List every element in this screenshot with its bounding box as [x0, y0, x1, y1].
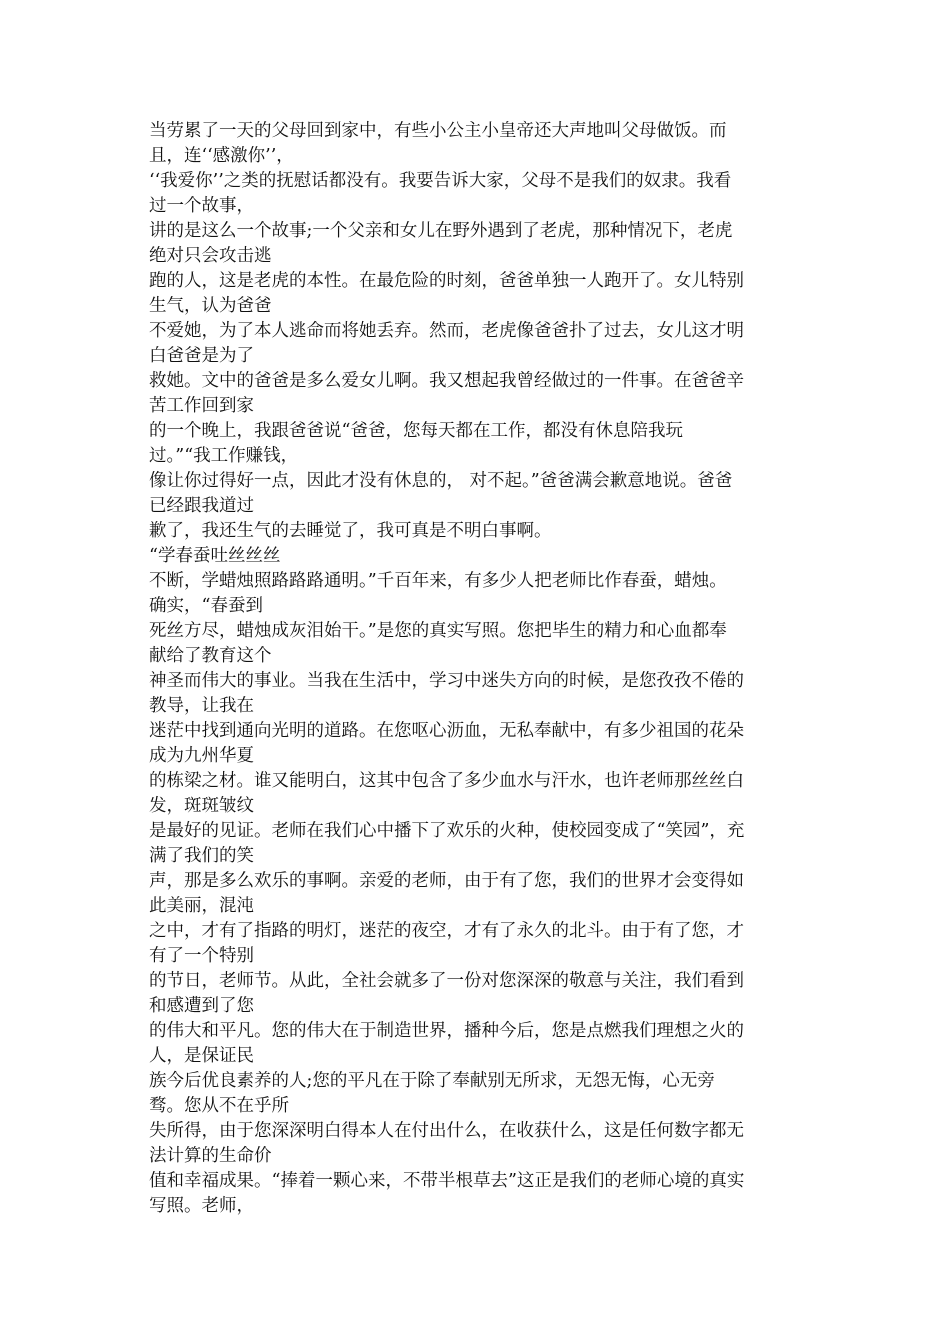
- text-line: 声，那是多么欢乐的事啊。亲爱的老师，由于有了您，我们的世界才会变得如: [149, 871, 744, 891]
- text-line: 法计算的生命价: [149, 1146, 272, 1166]
- text-line: 苦工作回到家: [149, 396, 254, 416]
- text-line: 是最好的见证。老师在我们心中播下了欢乐的火种，使校园变成了“笑园”，充: [149, 821, 745, 841]
- text-line: 此美丽，混沌: [149, 896, 254, 916]
- text-line: 救她。文中的爸爸是多么爱女儿啊。我又想起我曾经做过的一件事。在爸爸辛: [149, 371, 744, 391]
- text-line: 满了我们的笑: [149, 846, 254, 866]
- text-line: 确实，“春蚕到: [149, 596, 263, 616]
- text-line: ‘‘我爱你’’之类的抚慰话都没有。我要告诉大家，父母不是我们的奴隶。我看: [149, 171, 732, 191]
- text-line: 过一个故事，: [149, 196, 254, 216]
- text-line: 的一个晚上，我跟爸爸说“爸爸，您每天都在工作，都没有休息陪我玩: [149, 421, 683, 441]
- text-line: “学春蚕吐丝丝丝: [149, 546, 281, 566]
- text-line: 的伟大和平凡。您的伟大在于制造世界，播种今后，您是点燃我们理想之火的: [149, 1021, 744, 1041]
- text-line: 当劳累了一天的父母回到家中，有些小公主小皇帝还大声地叫父母做饭。而: [149, 121, 727, 141]
- text-line: 神圣而伟大的事业。当我在生活中，学习中迷失方向的时候，是您孜孜不倦的: [149, 671, 744, 691]
- text-line: 献给了教育这个: [149, 646, 272, 666]
- text-line: 的栋梁之材。谁又能明白，这其中包含了多少血水与汗水，也许老师那丝丝白: [149, 771, 744, 791]
- text-line: 跑的人，这是老虎的本性。在最危险的时刻，爸爸单独一人跑开了。女儿特别: [149, 271, 744, 291]
- text-line: 迷茫中找到通向光明的道路。在您呕心沥血，无私奉献中，有多少祖国的花朵: [149, 721, 744, 741]
- text-line: 和感遭到了您: [149, 996, 254, 1016]
- text-line: 成为九州华夏: [149, 746, 254, 766]
- text-line: 生气，认为爸爸: [149, 296, 272, 316]
- text-line: 的节日，老师节。从此，全社会就多了一份对您深深的敬意与关注，我们看到: [149, 971, 744, 991]
- text-line: 失所得，由于您深深明白得本人在付出什么，在收获什么，这是任何数字都无: [149, 1121, 744, 1141]
- text-line: 之中，才有了指路的明灯，迷茫的夜空，才有了永久的北斗。由于有了您，才: [149, 921, 744, 941]
- text-line: 值和幸福成果。“捧着一颗心来，不带半根草去”这正是我们的老师心境的真实: [149, 1171, 745, 1191]
- text-line: 且，连‘‘感激你’’，: [149, 146, 294, 166]
- text-line: 讲的是这么一个故事;一个父亲和女儿在野外遇到了老虎，那种情况下，老虎: [149, 221, 733, 241]
- document-body: [149, 119, 801, 1219]
- text-line: 不断，学蜡烛照路路路通明。”千百年来，有多少人把老师比作春蚕，蜡烛。: [149, 571, 727, 591]
- text-line: 死丝方尽，蜡烛成灰泪始干。”是您的真实写照。您把毕生的精力和心血都奉: [149, 621, 727, 641]
- text-line: 教导，让我在: [149, 696, 254, 716]
- text-line: 不爱她，为了本人逃命而将她丢弃。然而，老虎像爸爸扑了过去，女儿这才明: [149, 321, 744, 341]
- text-line: 骛。您从不在乎所: [149, 1096, 289, 1116]
- text-line: 歉了，我还生气的去睡觉了，我可真是不明白事啊。: [149, 521, 552, 541]
- text-line: 族今后优良素养的人;您的平凡在于除了奉献别无所求，无怨无悔，心无旁: [149, 1071, 715, 1091]
- text-line: 绝对只会攻击逃: [149, 246, 272, 266]
- text-line: 写照。老师，: [149, 1196, 254, 1216]
- text-line: 有了一个特别: [149, 946, 254, 966]
- text-line: 人，是保证民: [149, 1046, 254, 1066]
- text-line: 像让你过得好一点，因此才没有休息的， 对不起。”爸爸满会歉意地说。爸爸: [149, 471, 733, 491]
- text-line: 已经跟我道过: [149, 496, 254, 516]
- text-line: 发，斑斑皱纹: [149, 796, 254, 816]
- text-line: 过。”“我工作赚钱，: [149, 446, 299, 466]
- text-line: 白爸爸是为了: [149, 346, 254, 366]
